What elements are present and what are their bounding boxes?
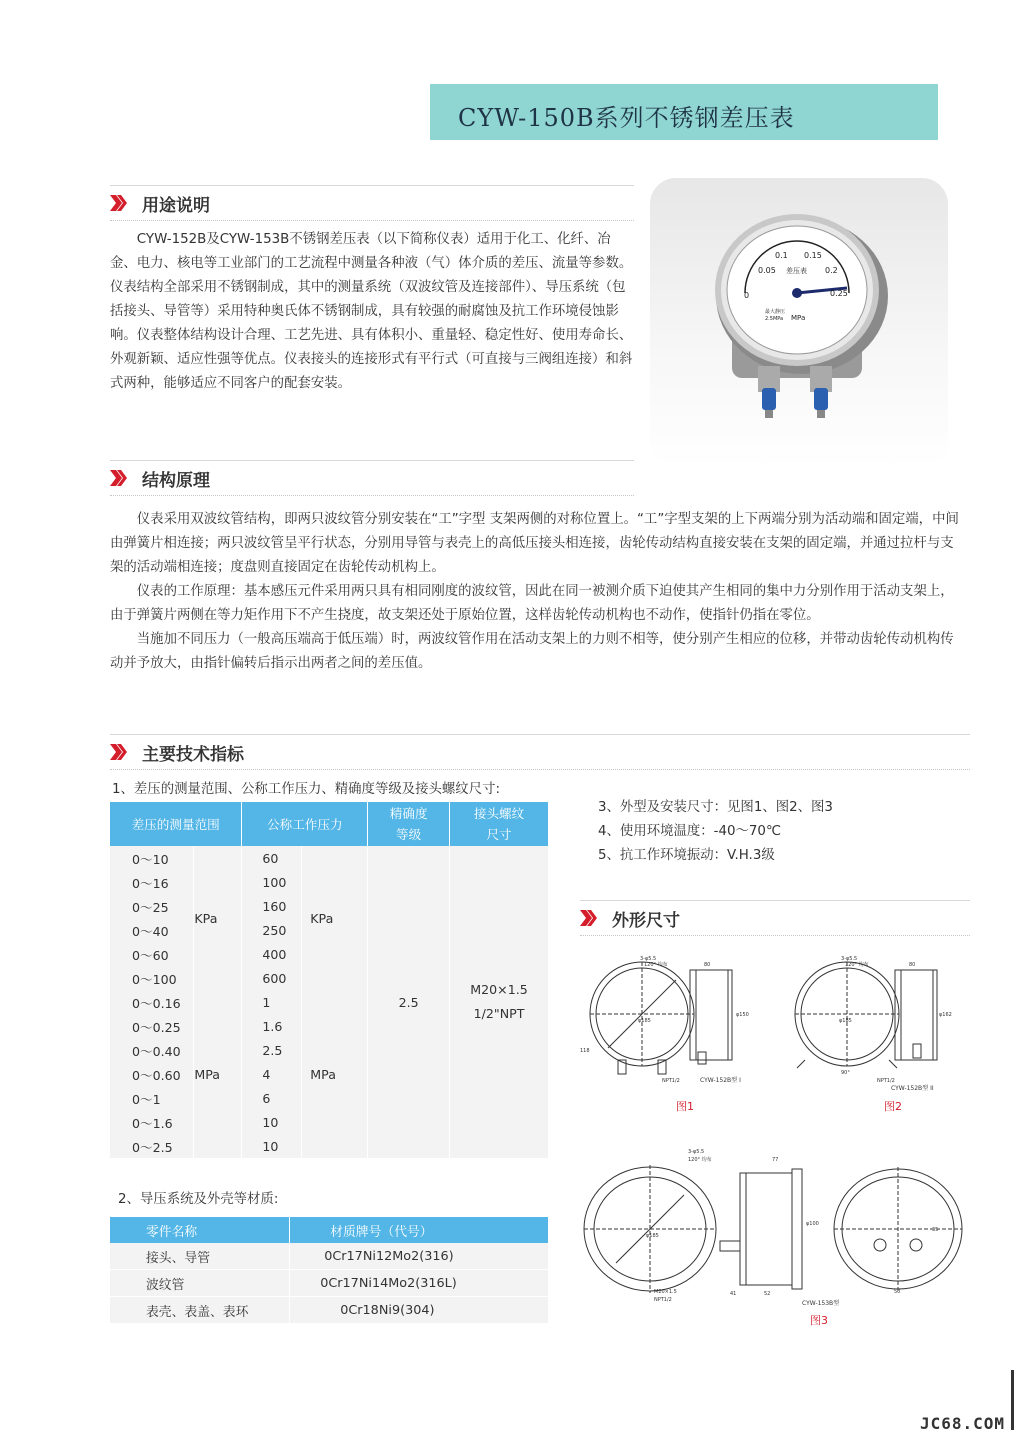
page-title: CYW-150B系列不锈钢差压表 [458,104,795,132]
spec-header-thread-b: 尺寸 [486,827,512,842]
section-heading-usage: 用途说明 [142,196,210,216]
fig3-npt: NPT1/2 [654,1297,672,1303]
spec-header-accuracy-a: 精确度 [389,806,428,821]
fig1-dia: φ185 [638,1018,651,1024]
thread-cell [450,846,549,1158]
range-unit-mpa: MPa [194,990,242,1158]
section-heading-dims: 外形尺寸 [612,911,680,931]
gauge-unit: MPa [791,314,806,322]
title-banner [430,84,938,140]
fig2-holes2: 120° 均布 [845,962,869,968]
structure-text-2: 仪表的工作原理：基本感压元件采用两只具有相同刚度的波纹管，因此在同一被测介质下迫使其产生相同的集中力分别作用于活动支架上，由于弹簧片两侧在等力矩作用下不产生挠度，故支架还处于原始位置，这样齿轮传动机构也不动作，使指针仍指在零位。 [110,584,954,623]
fig1-model: CYW-152B型 I [700,1077,741,1084]
gauge-tick-1: 0.05 [758,266,776,275]
gauge-tick-5: 0.25 [830,289,848,298]
fig2-90: 90° [841,1070,850,1076]
fig1-80: 80 [704,962,711,968]
gauge-maxp-val: 2.5MPa [765,316,784,322]
pressure-cell: 6 [242,1086,302,1110]
fig2-model: CYW-152B型 II [891,1085,934,1092]
spec-header-accuracy [368,802,450,846]
gauge-tick-4: 0.2 [825,266,838,275]
fig1-150: φ150 [736,1012,749,1018]
chevron-right-icon [110,195,128,211]
mat-material: 0Cr17Ni12Mo2(316) [290,1243,549,1270]
watermark-logo: JC68.COM [919,1414,1005,1433]
range-cell: 0～0.40 [110,1038,194,1062]
thread-1: M20×1.5 [470,982,528,997]
gauge-maxp: 最大静压 [765,309,786,315]
range-cell: 0～60 [110,942,194,966]
range-cell: 0～25 [110,894,194,918]
gauge-tick-2: 0.1 [775,251,788,260]
mat-part: 表壳、表盖、表环 [110,1297,290,1324]
range-cell: 0～1 [110,1086,194,1110]
range-cell: 0～0.60 [110,1062,194,1086]
fig3-35: 35 [932,1227,939,1233]
mat-part: 波纹管 [110,1270,290,1297]
pressure-cell: 1 [242,990,302,1014]
pressure-cell: 2.5 [242,1038,302,1062]
spec-table [110,802,549,1158]
pressure-cell: 4 [242,1062,302,1086]
fig3-m20: M20×1.5 [654,1289,677,1295]
mat-material: 0Cr18Ni9(304) [290,1297,549,1324]
gauge-tick-3: 0.15 [804,251,822,260]
gauge-tick-0: 0 [744,291,750,300]
fig1-118: 118 [580,1048,590,1054]
range-cell: 0～16 [110,870,194,894]
range-cell: 0～1.6 [110,1110,194,1134]
figure-3-drawing [580,1145,980,1315]
spec-item-1: 1、差压的测量范围、公称工作压力、精确度等级及接头螺纹尺寸: [112,782,500,797]
fig3-41: 41 [730,1291,737,1297]
chevron-right-icon [580,910,598,926]
usage-text: CYW-152B及CYW-153B不锈钢差压表（以下简称仪表）适用于化工、化纤、冶金、电力、核电等工业部门的工艺流程中测量各种液（气）体介质的差压、流量等参数。仪表结构全部采用不锈钢制成，其中的测量系统（双波纹管及连接部件）、导压系统（包括接头、导管等）采用特种奥氏体不锈钢制成，具有较强的耐腐蚀及抗工作环境侵蚀影响。仪表整体结构设计合理、工艺先进、具有体积小、重量轻、稳定性好、使用寿命长、外观新颖、适应性强等优点。仪表接头的连接形式有平行式（可直接与三阀组连接）和斜式两种，能够适应不同客户的配套安装。 [110,232,633,391]
gauge-dial-label: 差压表 [786,267,807,275]
fig3-100: φ100 [806,1221,819,1227]
fig1-npt: NPT1/2 [662,1078,680,1084]
mat-material: 0Cr17Ni14Mo2(316L) [290,1270,549,1297]
fig3-77: 77 [772,1157,779,1163]
fig2-npt: NPT1/2 [877,1078,895,1084]
spec-item-5: 5、抗工作环境振动：V.H.3级 [598,848,775,863]
range-cell: 0～0.25 [110,1014,194,1038]
fig3-50: 50 [894,1289,901,1295]
fig3-holes: 3-φ5.5 [688,1149,705,1155]
gauge-illustration [650,178,948,468]
structure-text-1: 仪表采用双波纹管结构，即两只波纹管分别安装在“工”字型 支架两侧的对称位置上。“工”字型支架的上下两端分别为活动端和固定端，中间由弹簧片相连接；两只波纹管呈平行状态，分别用导管与表壳上的高低压接头相连接，齿轮传动结构直接安装在支架的固定端，并通过拉杆与支架的活动端相连接；度盘则直接固定在齿轮传动机构上。 [110,512,959,575]
fig3-52: 52 [764,1291,771,1297]
thread-2: 1/2"NPT [473,1006,525,1021]
spec-item-4: 4、使用环境温度：-40～70℃ [598,824,781,839]
pressure-unit-kpa: KPa [302,846,368,990]
spec-header-range: 差压的测量范围 [110,802,242,846]
spec-item-3: 3、外型及安装尺寸：见图1、图2、图3 [598,800,833,815]
structure-text-3: 当施加不同压力（一般高压端高于低压端）时，两波纹管作用在活动支架上的力则不相等，使分别产生相应的位移，并带动齿轮传动机构传动并予放大，由指针偏转后指示出两者之间的差压值。 [110,632,954,671]
figure-2-drawing [785,952,975,1092]
fig3-dia: φ185 [646,1233,659,1239]
fig2-holes: 3-φ5.5 [841,956,858,962]
pressure-cell: 10 [242,1134,302,1158]
mat-header-material: 材质牌号（代号） [290,1217,549,1243]
spec-item-2: 2、导压系统及外壳等材质: [118,1192,279,1207]
pressure-cell: 1.6 [242,1014,302,1038]
range-cell: 0～10 [110,846,194,870]
fig1-holes: 3-φ5.5 [640,956,657,962]
pressure-cell: 400 [242,942,302,966]
range-cell: 0～40 [110,918,194,942]
pressure-cell: 600 [242,966,302,990]
page-edge-bar [1011,1370,1014,1430]
section-header-dims [580,900,970,936]
product-photo [650,178,948,468]
section-heading-specs: 主要技术指标 [142,745,244,765]
fig3-model: CYW-153B型 [802,1300,840,1307]
section-header-usage [110,185,634,221]
figure-3-caption: 图3 [810,1314,828,1327]
spec-header-thread-a: 接头螺纹 [473,806,525,821]
range-cell: 0～2.5 [110,1134,194,1158]
pressure-cell: 100 [242,870,302,894]
chevron-right-icon [110,744,128,760]
chevron-right-icon [110,470,128,486]
section-heading-structure: 结构原理 [142,471,210,491]
fig3-holes2: 120° 均布 [688,1157,712,1163]
spec-header-pressure: 公称工作压力 [242,802,368,846]
fig1-holes2: 120° 均布 [644,962,668,968]
spec-header-thread [450,802,549,846]
pressure-cell: 160 [242,894,302,918]
figure-2-caption: 图2 [884,1100,902,1113]
section-header-structure [110,460,634,496]
material-table [110,1217,549,1324]
range-unit-kpa: KPa [194,846,242,990]
range-cell: 0～100 [110,966,194,990]
fig2-162: φ162 [939,1012,952,1018]
pressure-cell: 250 [242,918,302,942]
figure-1-drawing [580,952,780,1092]
pressure-cell: 10 [242,1110,302,1134]
mat-part: 接头、导管 [110,1243,290,1270]
range-cell: 0～0.16 [110,990,194,1014]
usage-paragraph [110,228,634,396]
spec-header-accuracy-b: 等级 [396,827,422,842]
pressure-unit-mpa: MPa [302,990,368,1158]
accuracy-cell: 2.5 [368,846,450,1158]
fig2-80: 80 [909,962,916,968]
mat-header-part: 零件名称 [110,1217,290,1243]
figure-1-caption: 图1 [676,1100,694,1113]
section-header-specs [110,734,970,770]
fig2-dia: φ185 [839,1018,852,1024]
pressure-cell: 60 [242,846,302,870]
structure-paragraphs [110,508,962,676]
